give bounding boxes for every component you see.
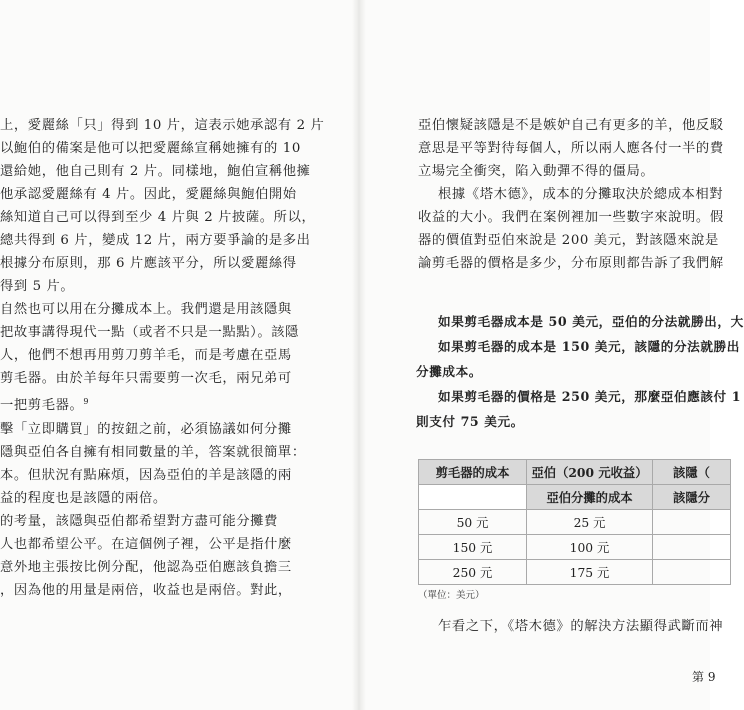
right-text-line: 根據《塔木德》，成本的分攤取決於總成本相對 [438,187,724,202]
left-text-line: 上，愛麗絲「只」得到 10 片，這表示她承認有 2 片 [0,118,325,133]
example-line: 如果剪毛器的成本是 150 美元，該隱的分法就勝出 [438,339,740,354]
left-text-line: 人也都希望公平。在這個例子裡，公平是指什麼 [0,537,292,552]
right-page [366,0,744,710]
footnote-marker[interactable]: 9 [83,397,90,406]
left-text-line: 自然也可以用在分攤成本上。我們還是用該隱與 [0,302,292,317]
cost-sharing-table [418,459,731,585]
left-text-line: 根據分布原則，那 6 片應該平分，所以愛麗絲得 [0,256,297,271]
table-cell [653,535,731,560]
left-text-line: 還給她，他自己則有 2 片。同樣地，鮑伯宣稱他擁 [0,164,311,179]
right-text-line: 立場完全衝突，陷入動彈不得的僵局。 [418,164,655,179]
table-header-cell: 該隱（ [653,460,731,485]
table-row [419,560,731,585]
table-cell: 25 元 [527,510,653,535]
table-row [419,510,731,535]
table-subheader-row [419,485,731,510]
right-text-line: 亞伯懷疑該隱是不是嫉妒自己有更多的羊，他反駁 [418,118,724,133]
right-text-line: 器的價值對亞伯來說是 200 美元，對該隱來說是 [418,233,719,248]
book-gutter [352,0,366,710]
example-line: 如果剪毛器成本是 50 美元，亞伯的分法就勝出，大 [438,314,744,329]
left-text-line: 絲知道自己可以得到至少 4 片與 2 片披薩。所以， [0,210,316,225]
left-text-line: 的考量，該隱與亞伯都希望對方盡可能分攤費 [0,514,278,529]
table-header-cell: 亞伯（200 元收益） [527,460,653,485]
table-cell: 50 元 [419,510,527,535]
page-number: 第 9 [692,670,716,684]
table-cell: 175 元 [527,560,653,585]
example-line: 分攤成本。 [416,364,482,379]
right-text-line: 論剪毛器的價格是多少，分布原則都告訴了我們解 [418,256,724,271]
right-text-line: 收益的大小。我們在案例裡加一些數字來說明。假 [418,210,724,225]
cost-table-wrapper [418,459,731,585]
left-text-line: 人，他們不想再用剪刀剪羊毛，而是考慮在亞馬 [0,348,292,363]
table-unit-note: （單位：美元） [418,590,485,601]
table-header-cell: 剪毛器的成本 [419,460,527,485]
left-text-line: 益的程度也是該隱的兩倍。 [0,491,167,506]
table-subheader-cell [419,485,527,510]
left-text-line: 意外地主張按比例分配，他認為亞伯應該負擔三 [0,560,292,575]
left-text-line: 本。但狀況有點麻煩，因為亞伯的羊是該隱的兩 [0,468,292,483]
left-text-line: 隱與亞伯各自擁有相同數量的羊，答案就很簡單： [0,445,306,460]
table-cell: 150 元 [419,535,527,560]
left-text-segment: 一把剪毛器。 [0,398,84,413]
table-cell: 100 元 [527,535,653,560]
left-text-line: 擊「立即購買」的按鈕之前，必須協議如何分攤 [0,422,292,437]
left-text-line: 他承認愛麗絲有 4 片。因此，愛麗絲與鮑伯開始 [0,187,297,202]
left-text-line: 總共得到 6 片，變成 12 片，兩方要爭論的是多出 [0,233,311,248]
left-text-line: ，因為他的用量是兩倍，收益也是兩倍。對此， [0,583,292,598]
left-text-line: 以鮑伯的備案是他可以把愛麗絲宣稱她擁有的 10 [0,141,301,156]
table-cell: 250 元 [419,560,527,585]
table-cell [653,560,731,585]
left-text-line: 得到 5 片。 [0,279,75,294]
left-text-line [0,393,89,415]
right-text-line: 意思是平等對待每個人，所以兩人應各付一半的費 [418,141,724,156]
table-subheader-cell: 亞伯分攤的成本 [527,485,653,510]
table-header-row [419,460,731,485]
left-text-line: 把故事講得現代一點（或者不只是一點點）。該隱 [0,325,300,340]
left-text-line: 剪毛器。由於羊每年只需要剪一次毛，兩兄弟可 [0,371,292,386]
right-text-line: 乍看之下，《塔木德》的解決方法顯得武斷而神 [438,619,724,634]
example-line: 如果剪毛器的價格是 250 美元，那麼亞伯應該付 1 [438,389,742,404]
table-cell [653,510,731,535]
table-row [419,535,731,560]
example-line: 則支付 75 美元。 [416,414,524,429]
left-page [0,0,352,710]
table-subheader-cell: 該隱分 [653,485,731,510]
